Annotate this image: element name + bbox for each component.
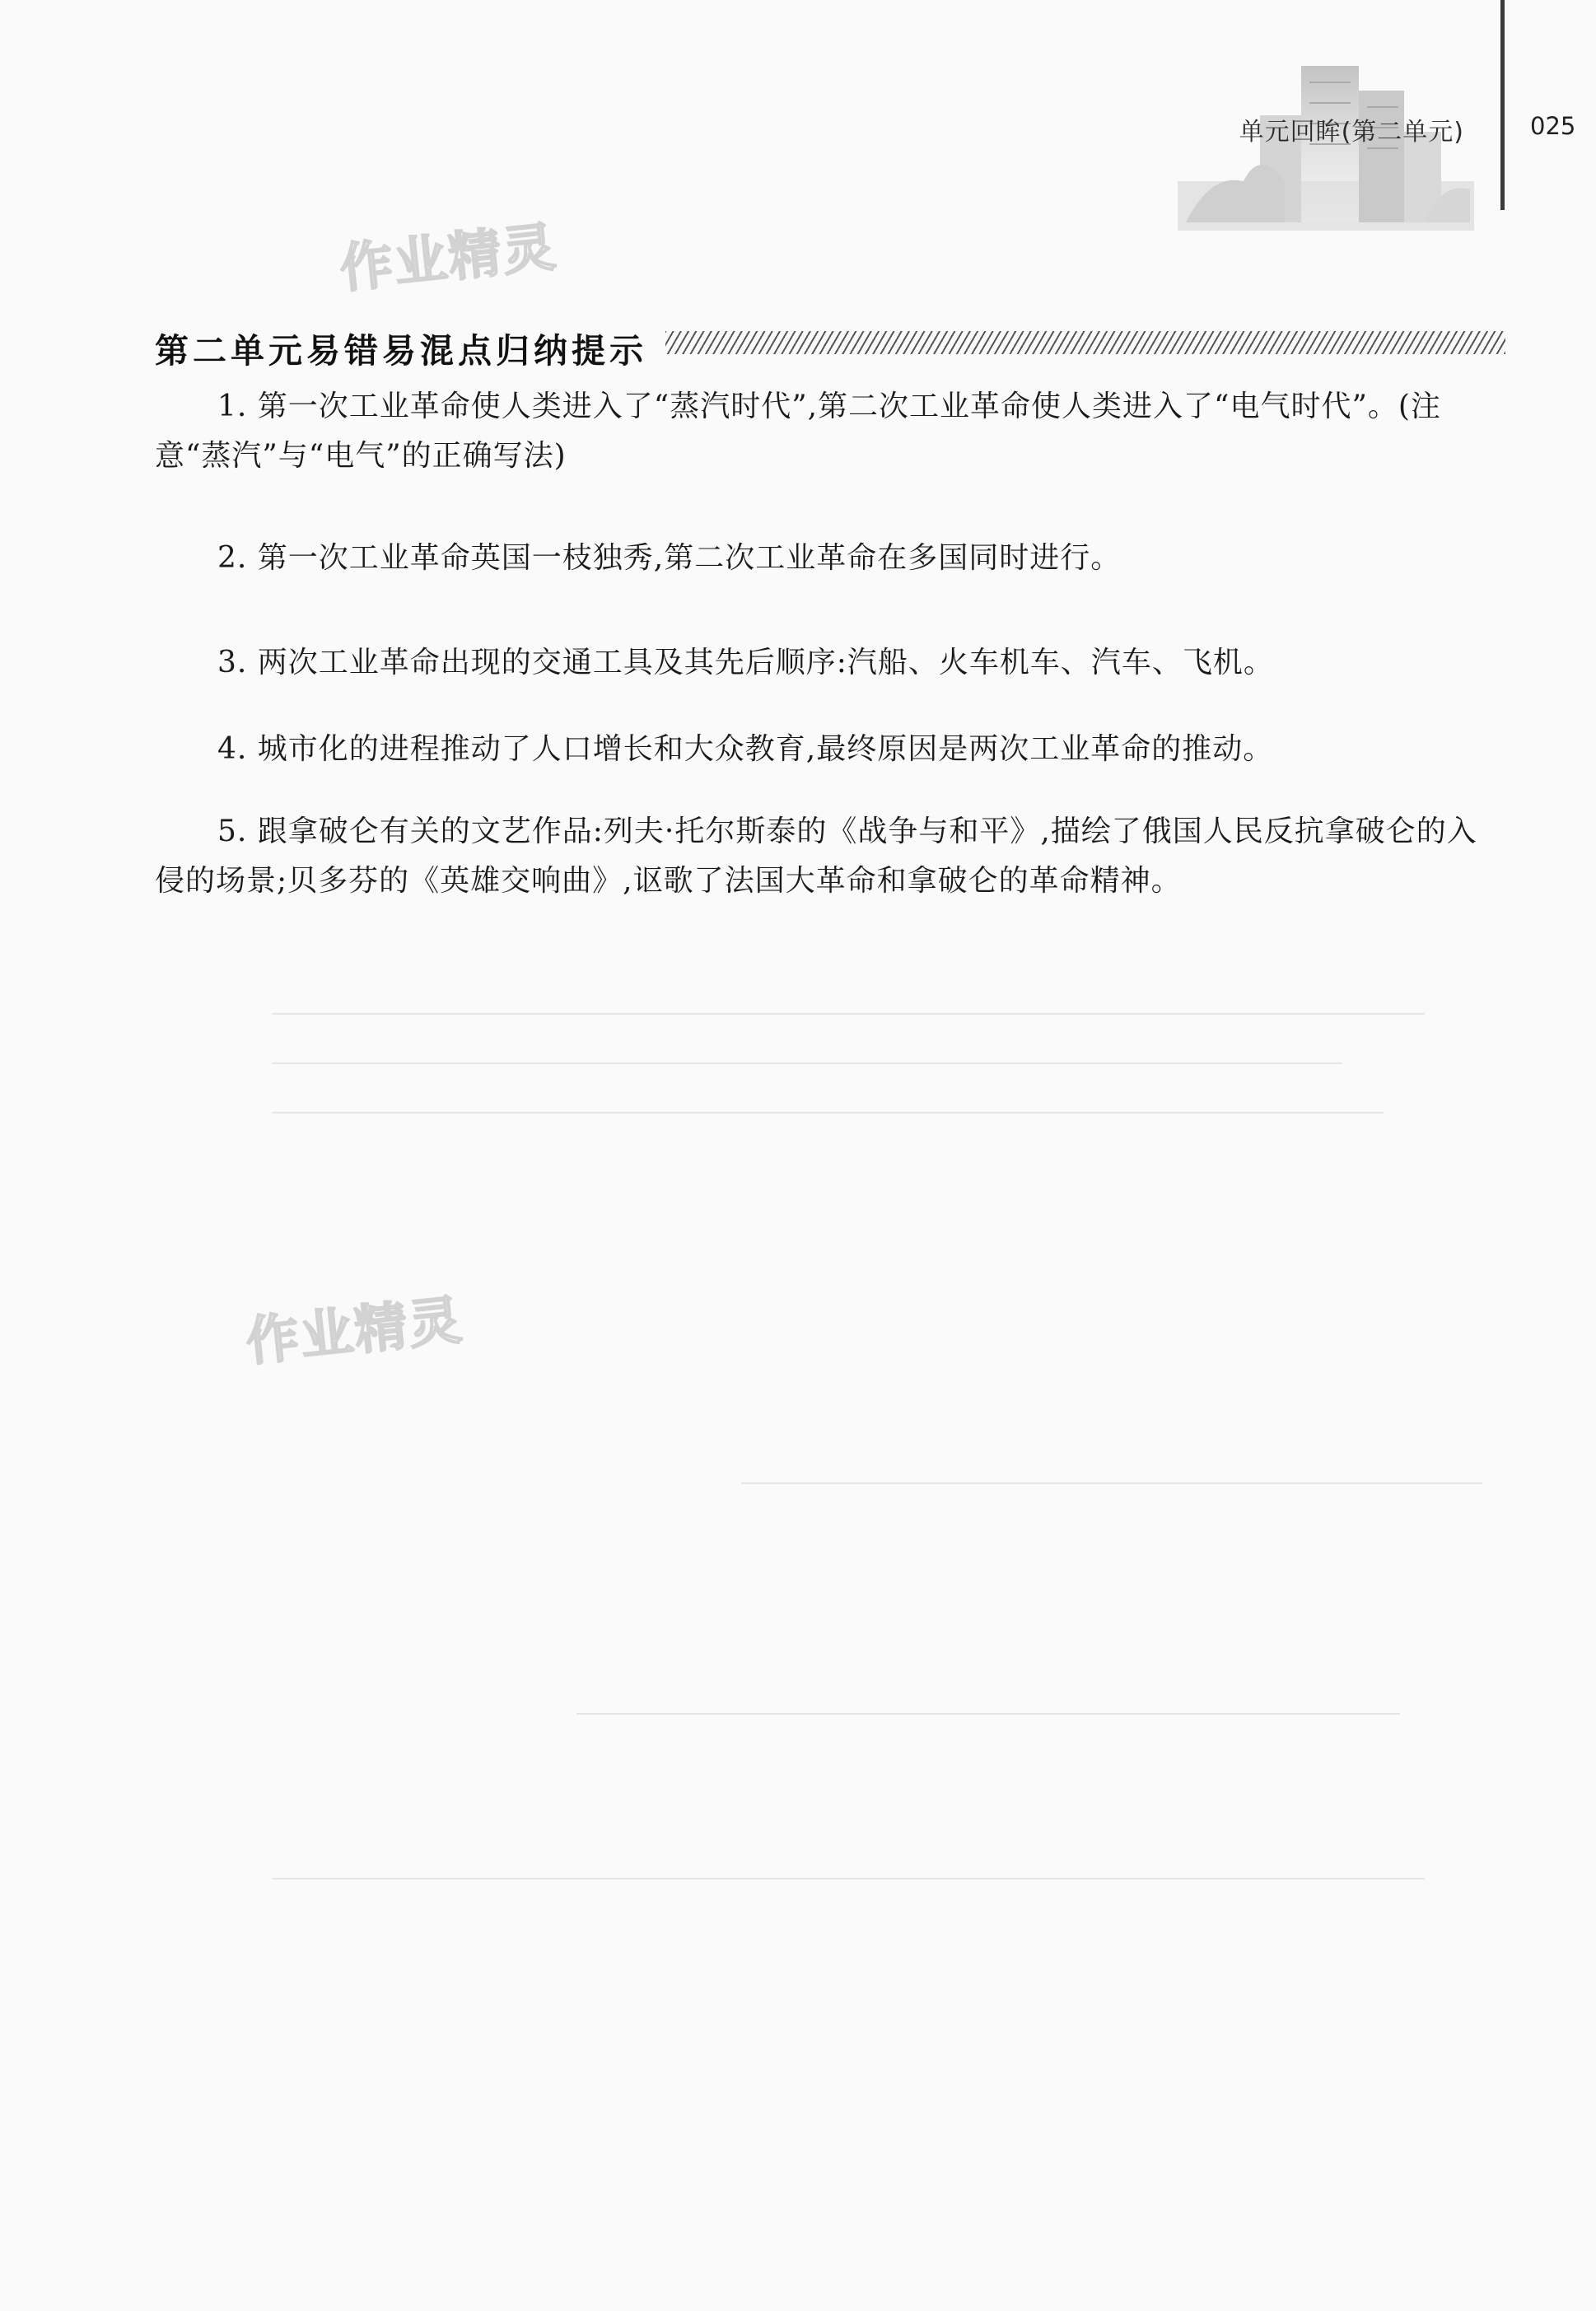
bleed-through-line — [272, 1878, 1425, 1879]
bleed-through-line — [576, 1713, 1400, 1715]
bleed-through-line — [272, 1112, 1384, 1113]
header-divider — [1500, 0, 1505, 210]
bleed-through-line — [272, 1062, 1342, 1064]
list-item: 4. 城市化的进程推动了人口增长和大众教育,最终原因是两次工业革命的推动。 — [217, 732, 1274, 766]
bleed-through-line — [741, 1482, 1482, 1484]
list-item: 1. 第一次工业革命使人类进入了“蒸汽时代”,第二次工业革命使人类进入了“电气时代”。(注意“蒸汽”与“电气”的正确写法) — [155, 390, 1441, 473]
unit-review-title: 单元回眸(第二单元) — [1239, 118, 1464, 147]
heading-hatch-decoration — [665, 331, 1505, 354]
page-number: 025 — [1530, 112, 1576, 140]
list-item: 5. 跟拿破仑有关的文艺作品:列夫·托尔斯泰的《战争与和平》,描绘了俄国人民反抗拿破仑的入侵的场景;贝多芬的《英雄交响曲》,讴歌了法国大革命和拿破仑的革命精神。 — [155, 815, 1477, 898]
bleed-through-line — [272, 1013, 1425, 1015]
list-item: 2. 第一次工业革命英国一枝独秀,第二次工业革命在多国同时进行。 — [217, 541, 1122, 575]
watermark-top: 作业精灵 — [337, 217, 560, 301]
watermark-middle: 作业精灵 — [243, 1290, 466, 1374]
list-item: 3. 两次工业革命出现的交通工具及其先后顺序:汽船、火车机车、汽车、飞机。 — [217, 646, 1274, 679]
section-heading: 第二单元易错易混点归纳提示 — [155, 331, 647, 371]
